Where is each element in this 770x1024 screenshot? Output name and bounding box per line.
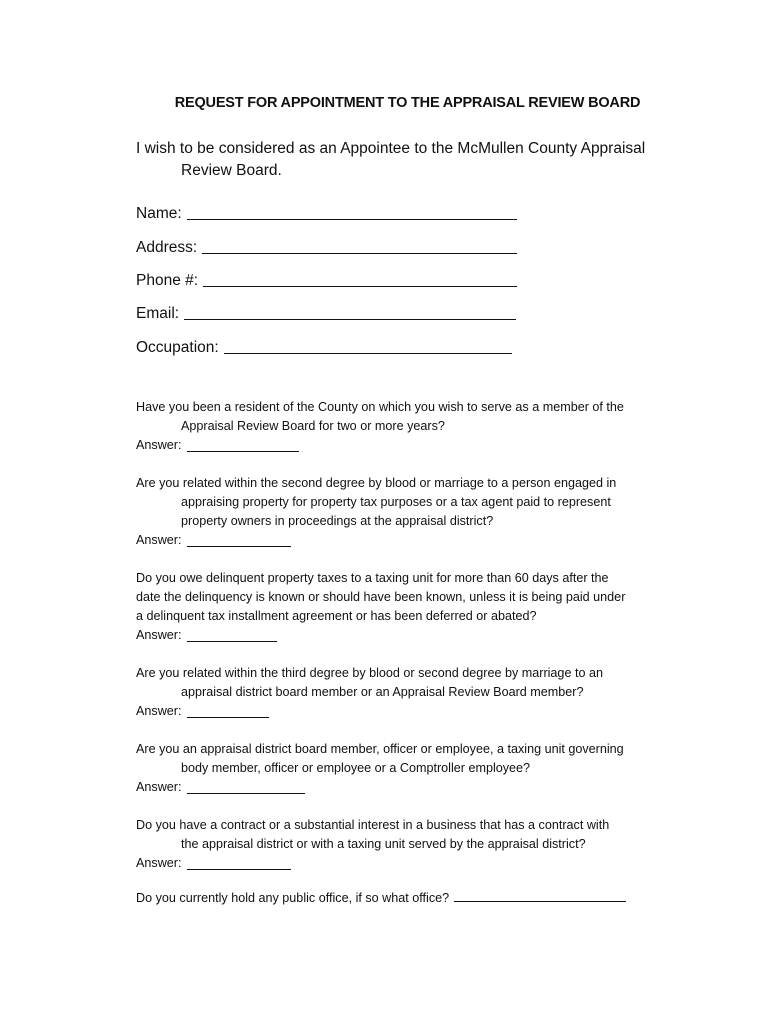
question-6-line-2: the appraisal district or with a taxing unit served by the appraisal district? [181,837,586,851]
email-label: Email: [136,305,180,322]
answer-3-label: Answer: [136,628,182,642]
occupation-input-line[interactable] [224,338,512,354]
name-input-line[interactable] [187,204,517,220]
answer-5 [136,778,696,797]
answer-6 [136,854,696,873]
question-6-line-1: Do you have a contract or a substantial interest in a business that has a contract with [136,818,610,832]
answer-2-label: Answer: [136,533,182,547]
question-2 [136,474,696,550]
intro-line-2: Review Board. [181,162,282,179]
answer-4 [136,702,696,721]
answer-3 [136,626,696,645]
question-5-line-1: Are you an appraisal district board member, officer or employee, a taxing unit governing [136,742,624,756]
intro-line-1: I wish to be considered as an Appointee to the McMullen County Appraisal [136,140,646,157]
question-5-line-2: body member, officer or employee or a Comptroller employee? [181,761,531,775]
question-5 [136,740,696,797]
question-4-line-1: Are you related within the third degree by blood or second degree by marriage to an [136,666,603,680]
question-4 [136,664,696,721]
answer-1-label: Answer: [136,438,182,452]
phone-label: Phone #: [136,272,199,289]
address-field [136,238,517,257]
question-3-line-2: date the delinquency is known or should have been known, unless it is being paid under [136,590,626,604]
name-label: Name: [136,205,182,222]
question-1-line-2: Appraisal Review Board for two or more years? [181,419,445,433]
name-field [136,204,517,223]
public-office-question [136,889,626,905]
question-3 [136,569,696,645]
answer-1 [136,436,696,455]
question-2-line-1: Are you related within the second degree by blood or marriage to a person engaged in [136,476,617,490]
phone-field [136,271,517,290]
answer-2 [136,531,696,550]
answer-5-input-line[interactable] [187,781,305,794]
answer-3-input-line[interactable] [187,629,277,642]
page-title: REQUEST FOR APPOINTMENT TO THE APPRAISAL REVIEW BOARD [174,95,641,111]
occupation-field [136,338,512,357]
question-1 [136,398,696,455]
question-3-line-1: Do you owe delinquent property taxes to a taxing unit for more than 60 days after the [136,571,609,585]
question-3-line-3: a delinquent tax installment agreement or has been deferred or abated? [136,609,537,623]
email-input-line[interactable] [184,304,516,320]
address-label: Address: [136,239,198,256]
public-office-label: Do you currently hold any public office, if so what office? [136,891,450,905]
question-2-line-2: appraising property for property tax purposes or a tax agent paid to represent [181,495,611,509]
question-2-line-3: property owners in proceedings at the appraisal district? [181,514,494,528]
question-1-line-1: Have you been a resident of the County on which you wish to serve as a member of the [136,400,624,414]
answer-4-input-line[interactable] [187,705,269,718]
answer-6-input-line[interactable] [187,857,291,870]
occupation-label: Occupation: [136,339,219,356]
intro-statement [136,138,696,182]
answer-4-label: Answer: [136,704,182,718]
email-field [136,304,516,323]
question-6 [136,816,696,873]
phone-input-line[interactable] [203,271,517,287]
question-4-line-2: appraisal district board member or an Appraisal Review Board member? [181,685,584,699]
answer-6-label: Answer: [136,856,182,870]
answer-2-input-line[interactable] [187,534,291,547]
public-office-input-line[interactable] [454,889,626,902]
answer-5-label: Answer: [136,780,182,794]
address-input-line[interactable] [202,238,517,254]
answer-1-input-line[interactable] [187,439,299,452]
